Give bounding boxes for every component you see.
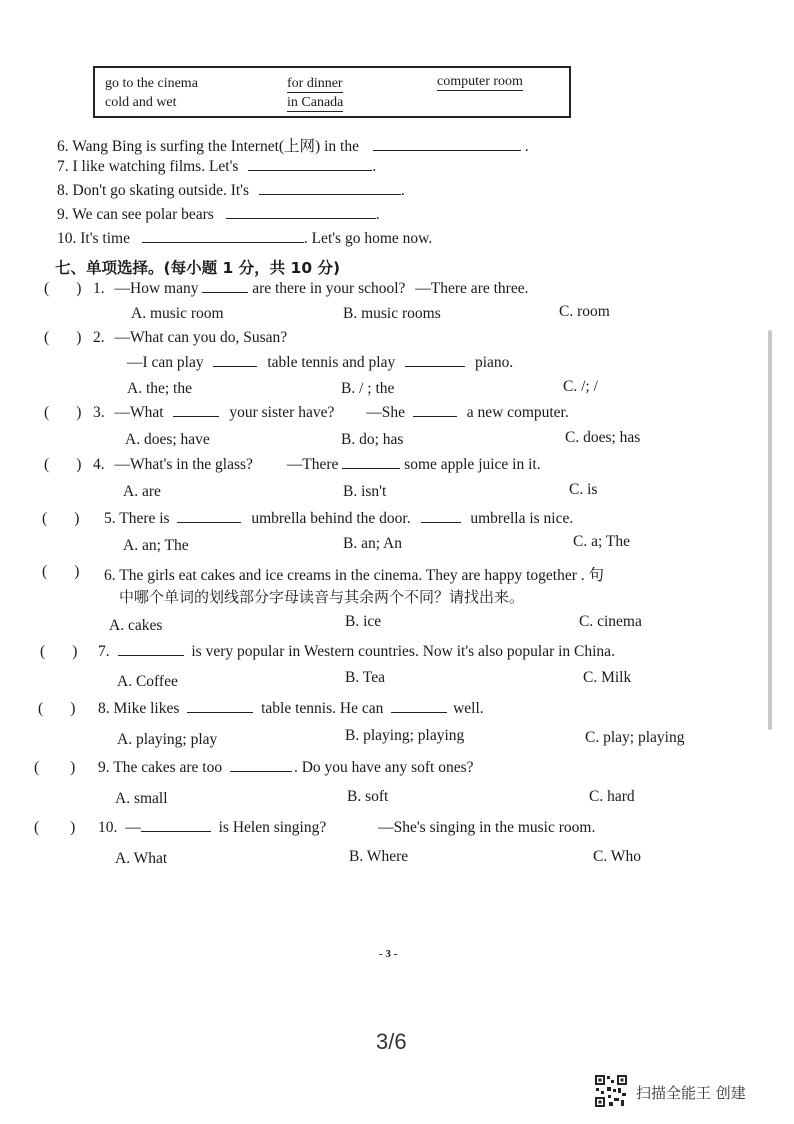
- answer-blank[interactable]: [421, 510, 461, 523]
- fill-text: .: [372, 158, 377, 175]
- option-a[interactable]: A. cakes: [109, 617, 163, 634]
- answer-paren[interactable]: ( ): [34, 759, 76, 776]
- fill-text: .: [375, 206, 380, 223]
- answer-blank[interactable]: [142, 230, 304, 243]
- option-c[interactable]: C. room: [559, 303, 610, 320]
- option-a[interactable]: A. the; the: [127, 380, 192, 397]
- question-text: —What's in the glass?: [114, 456, 253, 473]
- option-c[interactable]: C. play; playing: [585, 729, 685, 746]
- option-b[interactable]: B. isn't: [343, 483, 387, 500]
- answer-blank[interactable]: [173, 404, 219, 417]
- word-box-item: cold and wet: [105, 95, 177, 110]
- question-text: The cakes are too: [113, 759, 223, 776]
- answer-paren[interactable]: ( ): [38, 700, 76, 717]
- fill-text: 9. We can see polar bears: [57, 206, 214, 223]
- option-a[interactable]: A. playing; play: [117, 731, 218, 748]
- question-2-line-2: [127, 354, 513, 372]
- answer-paren[interactable]: ( ): [42, 563, 80, 580]
- fill-text: 6. Wang Bing is surfing the Internet(上网) in the: [57, 138, 359, 155]
- answer-paren[interactable]: ( ): [44, 280, 82, 297]
- question-text: . Do you have any soft ones?: [293, 759, 474, 776]
- answer-blank[interactable]: [405, 354, 465, 367]
- answer-blank[interactable]: [248, 158, 372, 171]
- option-c[interactable]: C. a; The: [573, 533, 630, 550]
- question-text: table tennis. He can: [261, 700, 384, 717]
- option-a[interactable]: A. are: [123, 483, 161, 500]
- question-text: piano.: [474, 354, 514, 371]
- question-number: 8.: [98, 700, 110, 717]
- question-text: Mike likes: [113, 700, 180, 717]
- question-1: [93, 280, 528, 298]
- question-number: 9.: [98, 759, 110, 776]
- option-b[interactable]: B. Where: [349, 848, 409, 865]
- answer-paren[interactable]: ( ): [42, 510, 80, 527]
- option-b[interactable]: B. soft: [347, 788, 389, 805]
- question-text: your sister have?: [229, 404, 335, 421]
- fill-text: 7. I like watching films. Let's: [57, 158, 239, 175]
- fill-text: 8. Don't go skating outside. It's: [57, 182, 250, 199]
- question-2: [93, 329, 287, 347]
- answer-blank[interactable]: [230, 759, 292, 772]
- answer-paren[interactable]: ( ): [44, 456, 82, 473]
- answer-paren[interactable]: ( ): [40, 643, 78, 660]
- answer-blank[interactable]: [413, 404, 457, 417]
- question-number: 10.: [98, 819, 118, 836]
- option-b[interactable]: B. music rooms: [343, 305, 441, 322]
- question-3: [93, 404, 569, 422]
- option-c[interactable]: C. hard: [589, 788, 635, 805]
- answer-blank[interactable]: [226, 206, 376, 219]
- fill-text: . Let's go home now.: [303, 230, 433, 247]
- question-5: [104, 510, 573, 528]
- question-number: 1.: [93, 280, 105, 297]
- answer-blank[interactable]: [118, 643, 184, 656]
- question-text: umbrella behind the door.: [251, 510, 411, 527]
- option-c[interactable]: C. does; has: [565, 429, 641, 446]
- section-heading: 七、单项选择。(每小题 1 分，共 10 分): [55, 259, 341, 277]
- answer-blank[interactable]: [342, 456, 400, 469]
- question-text: are there in your school?: [252, 280, 406, 297]
- answer-blank[interactable]: [141, 819, 211, 832]
- answer-paren[interactable]: ( ): [44, 329, 82, 346]
- question-number: 4.: [93, 456, 105, 473]
- answer-blank[interactable]: [213, 354, 257, 367]
- answer-blank[interactable]: [391, 700, 447, 713]
- question-text: —She's singing in the music room.: [378, 819, 596, 836]
- word-box-item: computer room: [437, 74, 523, 89]
- question-text: —: [125, 819, 141, 836]
- word-box-item: go to the cinema: [105, 76, 198, 91]
- fill-line-10: [57, 230, 432, 248]
- option-b[interactable]: B. an; An: [343, 535, 402, 552]
- option-a[interactable]: A. music room: [131, 305, 224, 322]
- question-text: The girls eat cakes and ice creams in the cinema. They are happy together . 句: [119, 567, 604, 584]
- answer-blank[interactable]: [259, 182, 401, 195]
- question-number: 5.: [104, 510, 116, 527]
- option-a[interactable]: A. an; The: [123, 537, 189, 554]
- option-b[interactable]: B. / ; the: [341, 380, 395, 397]
- fill-line-9: [57, 206, 380, 224]
- option-b[interactable]: B. ice: [345, 613, 382, 630]
- option-c[interactable]: C. Milk: [583, 669, 632, 686]
- question-9: [98, 759, 473, 777]
- question-text: —How many: [114, 280, 199, 297]
- question-text: umbrella is nice.: [470, 510, 574, 527]
- word-box-item: in Canada: [287, 95, 344, 110]
- question-text: —What can you do, Susan?: [114, 329, 288, 346]
- option-a[interactable]: A. What: [115, 850, 168, 867]
- question-text: is Helen singing?: [218, 819, 327, 836]
- question-text: some apple juice in it.: [404, 456, 541, 473]
- fill-text: .: [400, 182, 405, 199]
- answer-paren[interactable]: ( ): [34, 819, 76, 836]
- option-a[interactable]: A. Coffee: [117, 673, 178, 690]
- option-c[interactable]: C. Who: [593, 848, 641, 865]
- page-mark: - 3 -: [379, 948, 398, 960]
- question-6-line-2: 中哪个单词的划线部分字母读音与其余两个不同？请找出来。: [119, 588, 525, 606]
- option-c[interactable]: C. cinema: [579, 613, 642, 630]
- option-a[interactable]: A. does; have: [125, 431, 210, 448]
- question-4: [93, 456, 541, 474]
- question-number: 7.: [98, 643, 110, 660]
- question-text: table tennis and play: [267, 354, 396, 371]
- question-text: is very popular in Western countries. Now it's also popular in China.: [191, 643, 615, 660]
- question-text: There is: [119, 510, 170, 527]
- question-8: [98, 700, 484, 718]
- page-counter: 3/6: [376, 1029, 407, 1054]
- question-text: well.: [453, 700, 484, 717]
- question-10: [98, 819, 595, 837]
- fill-text: 10. It's time: [57, 230, 130, 247]
- question-text: —She: [366, 404, 405, 421]
- word-box: [93, 66, 571, 118]
- answer-paren[interactable]: ( ): [44, 404, 82, 421]
- question-6: [104, 563, 604, 585]
- question-number: 2.: [93, 329, 105, 346]
- qr-code-icon: [594, 1074, 628, 1108]
- question-number: 6.: [104, 567, 116, 584]
- answer-blank[interactable]: [177, 510, 241, 523]
- option-b[interactable]: B. do; has: [341, 431, 404, 448]
- fill-line-7: [57, 158, 376, 176]
- option-a[interactable]: A. small: [115, 790, 168, 807]
- question-text: a new computer.: [466, 404, 569, 421]
- answer-blank[interactable]: [373, 138, 521, 151]
- fill-text: .: [524, 138, 529, 155]
- answer-blank[interactable]: [202, 280, 248, 293]
- fill-line-8: [57, 182, 405, 200]
- question-number: 3.: [93, 404, 105, 421]
- question-text: —What: [114, 404, 164, 421]
- answer-blank[interactable]: [187, 700, 253, 713]
- scrollbar[interactable]: [768, 330, 772, 730]
- option-b[interactable]: B. playing; playing: [345, 727, 465, 744]
- question-text: —I can play: [127, 354, 204, 371]
- question-7: [98, 643, 615, 661]
- question-text: —There: [286, 456, 339, 473]
- scanner-watermark: 扫描全能王 创建: [636, 1084, 746, 1102]
- question-text: —There are three.: [415, 280, 529, 297]
- fill-line-6: [57, 134, 529, 156]
- option-b[interactable]: B. Tea: [345, 669, 385, 686]
- option-c[interactable]: C. is: [569, 481, 598, 498]
- option-c[interactable]: C. /; /: [563, 378, 598, 395]
- word-box-item: for dinner: [287, 76, 343, 91]
